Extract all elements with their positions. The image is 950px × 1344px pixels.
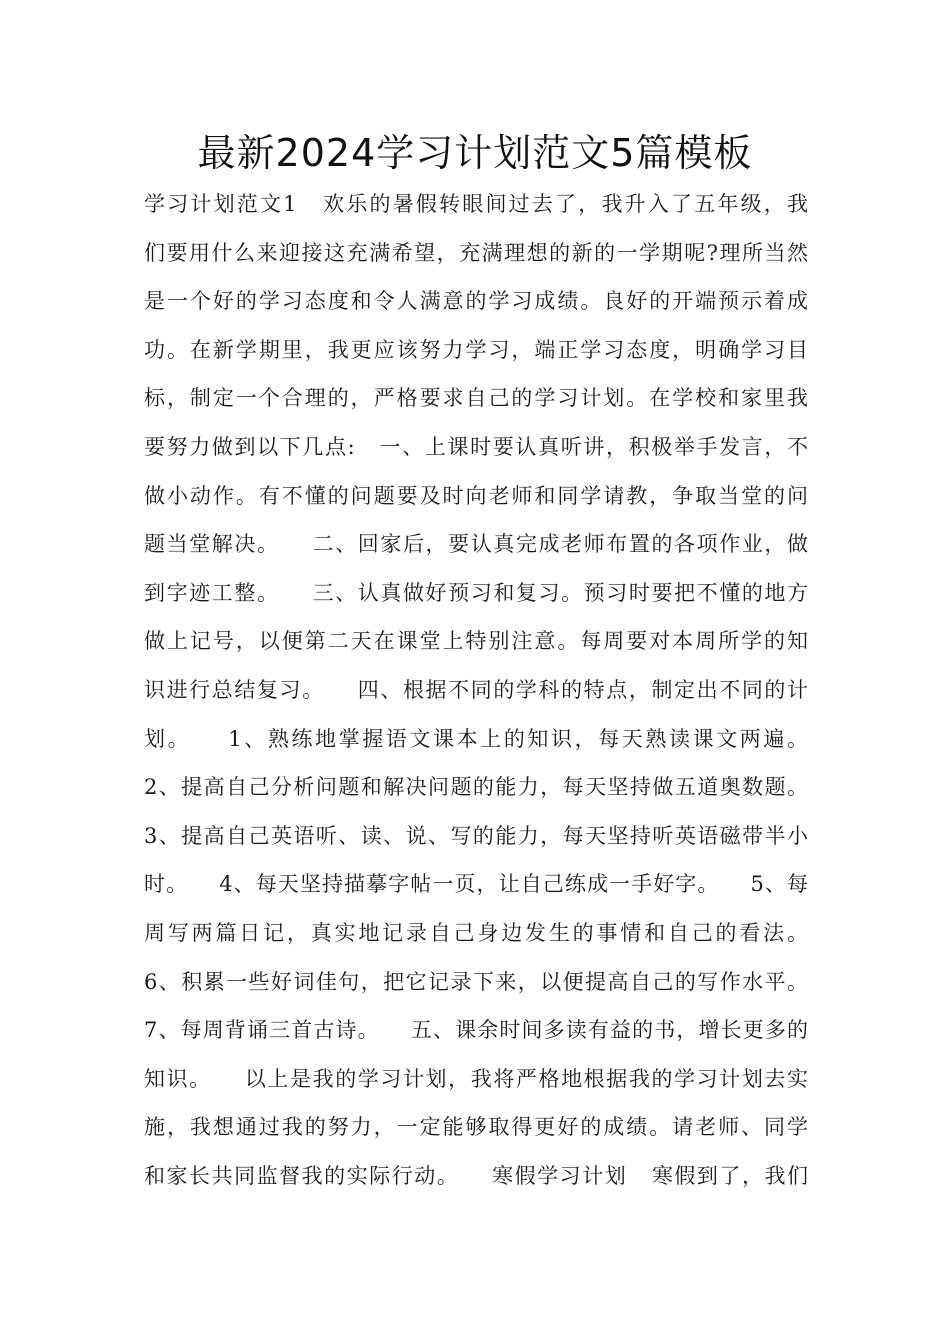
document-body	[144, 180, 808, 1200]
body-line: 2、提高自己分析问题和解决问题的能力，每天坚持做五道奥数题。	[144, 775, 808, 800]
body-line: 是一个好的学习态度和令人满意的学习成绩。良好的开端预示着成	[144, 289, 808, 314]
body-line: 6、积累一些好词佳句，把它记录下来，以便提高自己的写作水平。	[144, 969, 808, 994]
body-line: 3、提高自己英语听、读、说、写的能力，每天坚持听英语磁带半小	[144, 823, 808, 848]
document-title: 最新2024学习计划范文5篇模板	[197, 131, 753, 175]
body-line: 学习计划范文1 欢乐的暑假转眼间过去了，我升入了五年级，我	[144, 192, 808, 216]
body-line: 知识。 以上是我的学习计划，我将严格地根据我的学习计划去实	[144, 1066, 808, 1091]
body-line: 们要用什么来迎接这充满希望，充满理想的新的一学期呢?理所当然	[144, 240, 808, 265]
body-line: 识进行总结复习。 四、根据不同的学科的特点，制定出不同的计	[144, 677, 808, 702]
body-line: 做小动作。有不懂的问题要及时向老师和同学请教，争取当堂的问	[144, 483, 808, 508]
body-line: 题当堂解决。 二、回家后，要认真完成老师布置的各项作业，做	[144, 532, 808, 557]
body-line: 要努力做到以下几点: 一、上课时要认真听讲，积极举手发言，不	[144, 434, 808, 459]
body-line: 功。在新学期里，我更应该努力学习，端正学习态度，明确学习目	[144, 337, 808, 362]
body-line: 标，制定一个合理的，严格要求自己的学习计划。在学校和家里我	[144, 386, 808, 411]
body-line: 和家长共同监督我的实际行动。 寒假学习计划 寒假到了，我们	[144, 1163, 808, 1188]
body-line: 施，我想通过我的努力，一定能够取得更好的成绩。请老师、同学	[144, 1115, 808, 1140]
body-line: 做上记号，以便第二天在课堂上特别注意。每周要对本周所学的知	[144, 629, 808, 654]
body-line: 7、每周背诵三首古诗。 五、课余时间多读有益的书，增长更多的	[144, 1018, 808, 1043]
body-line: 划。 1、熟练地掌握语文课本上的知识，每天熟读课文两遍。	[144, 726, 808, 751]
body-line: 时。 4、每天坚持描摹字帖一页，让自己练成一手好字。 5、每	[144, 872, 808, 897]
body-line: 到字迹工整。 三、认真做好预习和复习。预习时要把不懂的地方	[144, 580, 808, 605]
body-line: 周写两篇日记，真实地记录自己身边发生的事情和自己的看法。	[144, 920, 808, 945]
